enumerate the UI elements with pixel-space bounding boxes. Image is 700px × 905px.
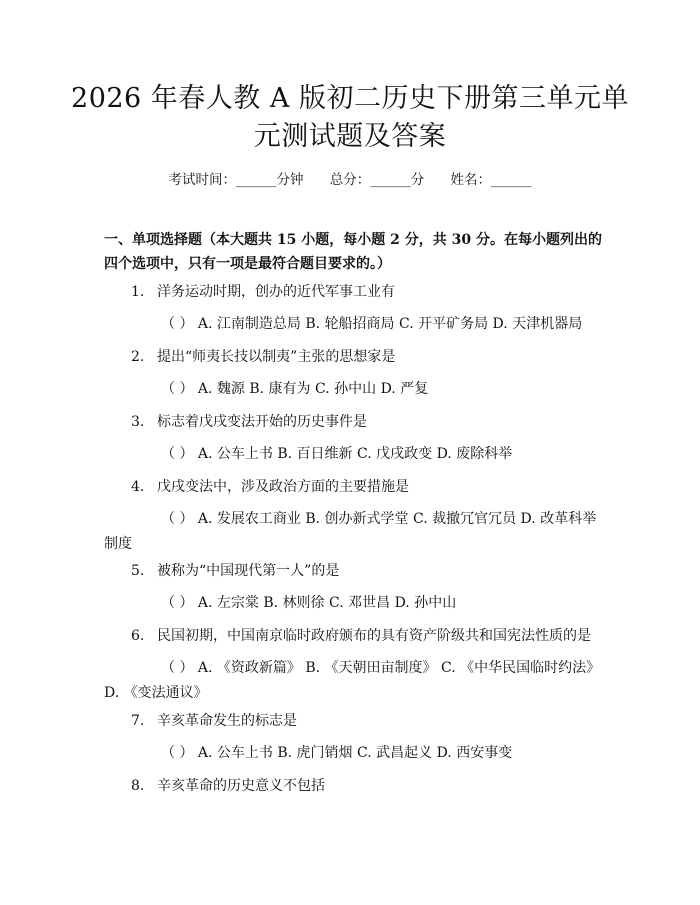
question-text: 辛亥革命发生的标志是 (157, 713, 297, 729)
question-options: （ ） A. 江南制造总局 B. 轮船招商局 C. 开平矿务局 D. 天津机器局 (161, 316, 583, 332)
question-text: 被称为“中国现代第一人”的是 (157, 563, 340, 579)
exam-meta (0, 168, 700, 188)
question-options: （ ） A. 公车上书 B. 虎门销烟 C. 武昌起义 D. 西安事变 (161, 745, 513, 761)
question-number: 7. (131, 713, 145, 729)
question-stem (131, 411, 367, 431)
question-text: 标志着戊戌变法开始的历史事件是 (157, 414, 367, 430)
question-options: （ ） A. 魏源 B. 康有为 C. 孙中山 D. 严复 (161, 381, 429, 397)
question-stem (131, 476, 409, 496)
question-text: 提出“师夷长技以制夷”主张的思想家是 (157, 349, 396, 365)
page-title: 2026 年春人教 A 版初二历史下册第三单元单元测试题及答案 (71, 83, 629, 152)
question-text: 辛亥革命的历史意义不包括 (157, 778, 325, 794)
question-stem (131, 281, 395, 301)
question-options: （ ） A. 《资政新篇》 B. 《天朝田亩制度》 C. 《中华民国临时约法》 D. 《变法通议》 (104, 660, 601, 701)
question-stem (131, 625, 591, 645)
student-name: 姓名：______ (450, 172, 532, 188)
question-text: 民国初期，中国南京临时政府颁布的具有资产阶级共和国宪法性质的是 (157, 628, 591, 644)
question-text: 戊戌变法中，涉及政治方面的主要措施是 (157, 479, 409, 495)
question-number: 6. (131, 628, 145, 644)
question-number: 1. (131, 284, 145, 300)
total-score: 总分：______分 (329, 172, 425, 188)
question-number: 8. (131, 778, 145, 794)
question-number: 5. (131, 563, 145, 579)
question-options: （ ） A. 左宗棠 B. 林则徐 C. 邓世昌 D. 孙中山 (161, 595, 457, 611)
question-number: 2. (131, 349, 145, 365)
exam-time: 考试时间：______分钟 (168, 172, 304, 188)
question-stem (131, 710, 297, 730)
question-number: 3. (131, 414, 145, 430)
question-text: 洋务运动时期，创办的近代军事工业有 (157, 284, 395, 300)
question-options: （ ） A. 发展农工商业 B. 创办新式学堂 C. 裁撤冗官冗员 D. 改革科举制度 (104, 511, 597, 552)
section-header: 一、单项选择题（本大题共 15 小题，每小题 2 分，共 30 分。在每小题列出的四个选项中，只有一项是最符合题目要求的。） (104, 232, 602, 272)
question-options: （ ） A. 公车上书 B. 百日维新 C. 戊戌政变 D. 废除科举 (161, 446, 513, 462)
question-number: 4. (131, 479, 145, 495)
question-stem (131, 346, 395, 366)
question-stem (131, 560, 339, 580)
question-stem (131, 775, 325, 795)
